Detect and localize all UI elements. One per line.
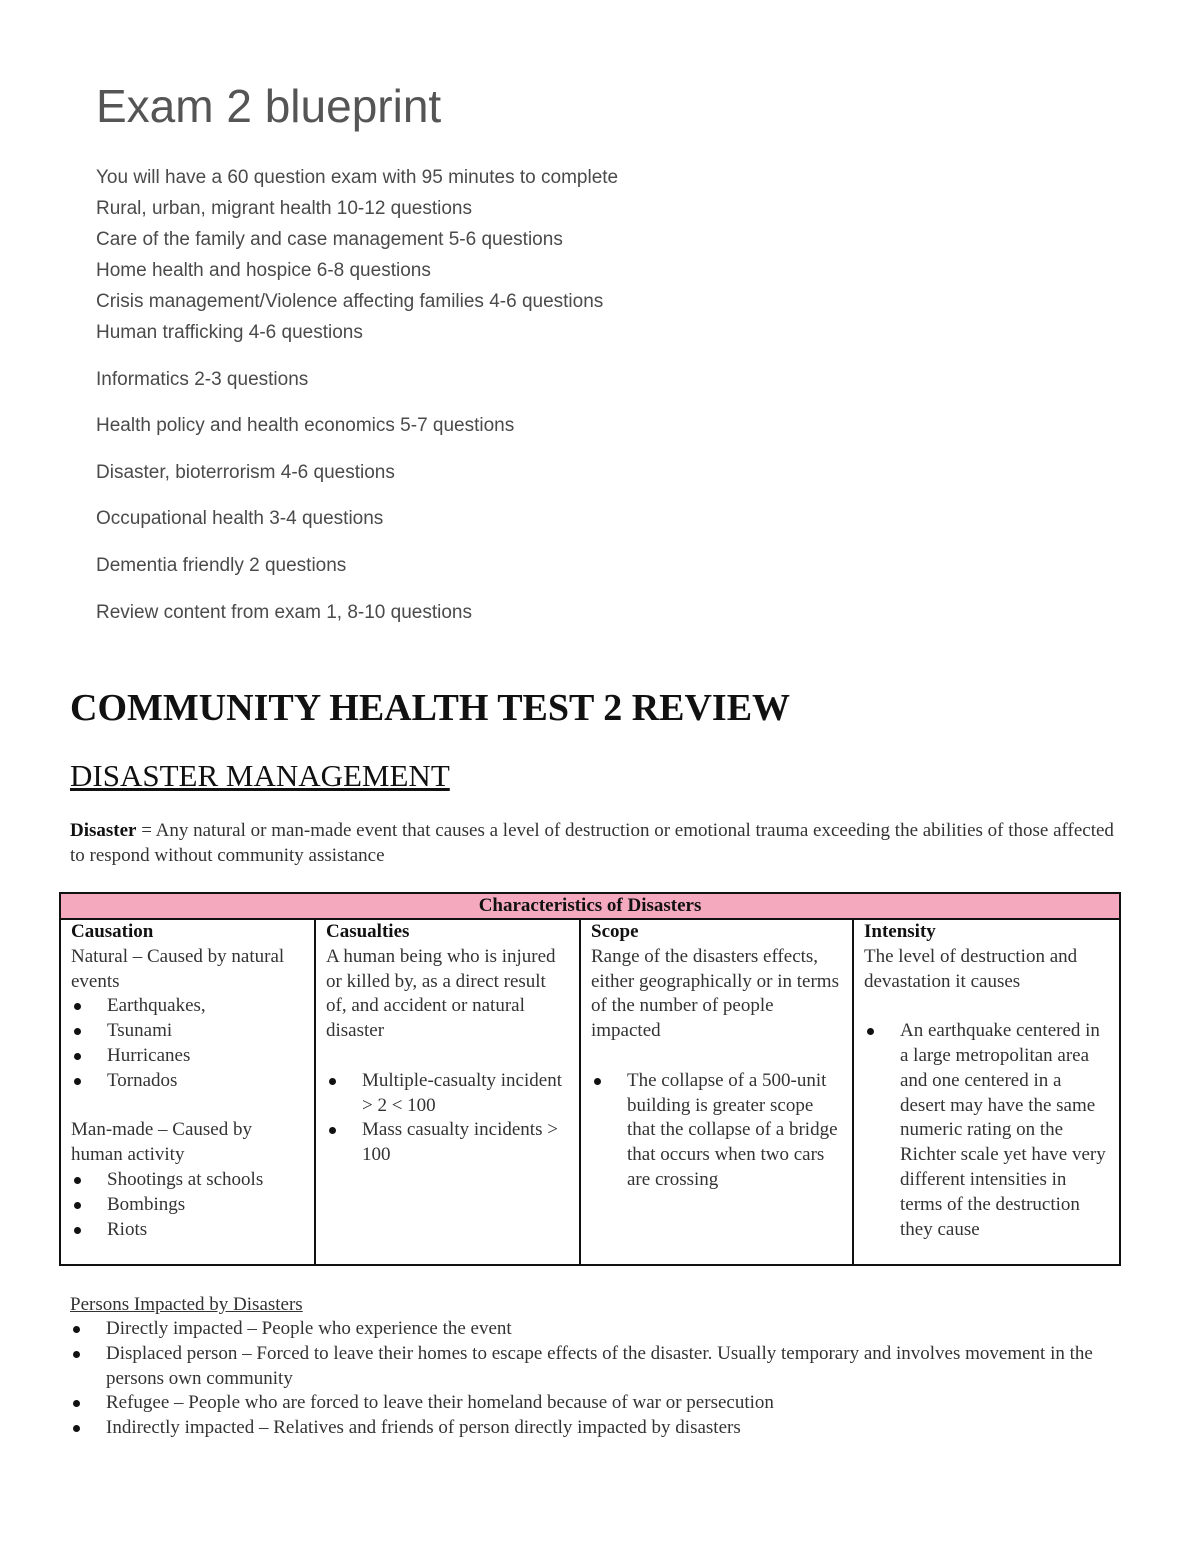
list-item: Bombings — [71, 1193, 306, 1218]
causation-heading: Causation — [71, 921, 154, 942]
blueprint-line: Crisis management/Violence affecting families 4-6 questions — [96, 291, 604, 312]
intensity-text: The level of destruction and devastation it causes — [864, 945, 1078, 992]
list-item: Directly impacted – People who experience the event — [70, 1317, 1120, 1342]
blueprint-line: Review content from exam 1, 8-10 questions — [96, 602, 472, 623]
blueprint-line: Dementia friendly 2 questions — [96, 555, 347, 576]
casualties-heading: Casualties — [326, 921, 410, 942]
list-item: Tornados — [71, 1069, 306, 1094]
intensity-cell — [853, 919, 1120, 1265]
list-item: Tsunami — [71, 1019, 306, 1044]
blueprint-line: Home health and hospice 6-8 questions — [96, 260, 431, 281]
causation-cell — [60, 919, 315, 1265]
blueprint-line: You will have a 60 question exam with 95 minutes to complete — [96, 167, 619, 188]
natural-list — [71, 994, 306, 1093]
definition-text: = Any natural or man-made event that causes a level of destruction or emotional trauma exceeding the abilities of those affected to respond without community assistance — [70, 820, 1114, 866]
blueprint-line: Health policy and health economics 5-7 questions — [96, 415, 515, 436]
casualties-text: A human being who is injured or killed by, as a direct result of, and accident or natural disaster — [326, 945, 556, 1042]
table-header: Characteristics of Disasters — [60, 893, 1120, 919]
manmade-list — [71, 1168, 306, 1242]
blueprint-line: Disaster, bioterrorism 4-6 questions — [96, 462, 395, 483]
list-item: The collapse of a 500-unit building is greater scope that the collapse of a bridge that occurs when two cars are crossing — [591, 1069, 844, 1193]
manmade-text: Man-made – Caused by human activity — [71, 1119, 252, 1166]
definition-term: Disaster — [70, 820, 137, 841]
review-title: COMMUNITY HEALTH TEST 2 REVIEW — [70, 687, 791, 729]
list-item: Multiple-casualty incident > 2 < 100 — [326, 1069, 571, 1119]
scope-list — [591, 1069, 844, 1193]
list-item: Mass casualty incidents > 100 — [326, 1118, 571, 1168]
characteristics-table — [59, 892, 1121, 1266]
list-item: An earthquake centered in a large metropolitan area and one centered in a desert may have the same numeric rating on the Richter scale yet have very different intensities in terms of the destruction they cause — [864, 1019, 1111, 1242]
persons-list — [70, 1317, 1120, 1441]
blueprint-line: Rural, urban, migrant health 10-12 questions — [96, 198, 473, 219]
blueprint-line: Care of the family and case management 5-6 questions — [96, 229, 563, 250]
intensity-list — [864, 1019, 1111, 1242]
section-title: DISASTER MANAGEMENT — [70, 758, 450, 793]
natural-text: Natural – Caused by natural events — [71, 945, 285, 992]
list-item: Indirectly impacted – Relatives and friends of person directly impacted by disasters — [70, 1416, 1120, 1441]
scope-heading: Scope — [591, 921, 639, 942]
intensity-heading: Intensity — [864, 921, 936, 942]
list-item: Displaced person – Forced to leave their homes to escape effects of the disaster. Usually temporary and involves movement in the persons own community — [70, 1342, 1120, 1392]
scope-text: Range of the disasters effects, either geographically or in terms of the number of people impacted — [591, 945, 839, 1042]
blueprint-line: Informatics 2-3 questions — [96, 369, 309, 390]
list-item: Earthquakes, — [71, 994, 306, 1019]
disaster-definition — [70, 818, 1130, 868]
list-item: Refugee – People who are forced to leave their homeland because of war or persecution — [70, 1391, 1120, 1416]
list-item: Shootings at schools — [71, 1168, 306, 1193]
casualties-list — [326, 1069, 571, 1168]
blueprint-line: Occupational health 3-4 questions — [96, 508, 384, 529]
list-item: Hurricanes — [71, 1044, 306, 1069]
list-item: Riots — [71, 1218, 306, 1243]
persons-title: Persons Impacted by Disasters — [70, 1294, 303, 1315]
blueprint-title: Exam 2 blueprint — [96, 80, 442, 132]
blueprint-line: Human trafficking 4-6 questions — [96, 322, 363, 343]
scope-cell — [580, 919, 853, 1265]
casualties-cell — [315, 919, 580, 1265]
